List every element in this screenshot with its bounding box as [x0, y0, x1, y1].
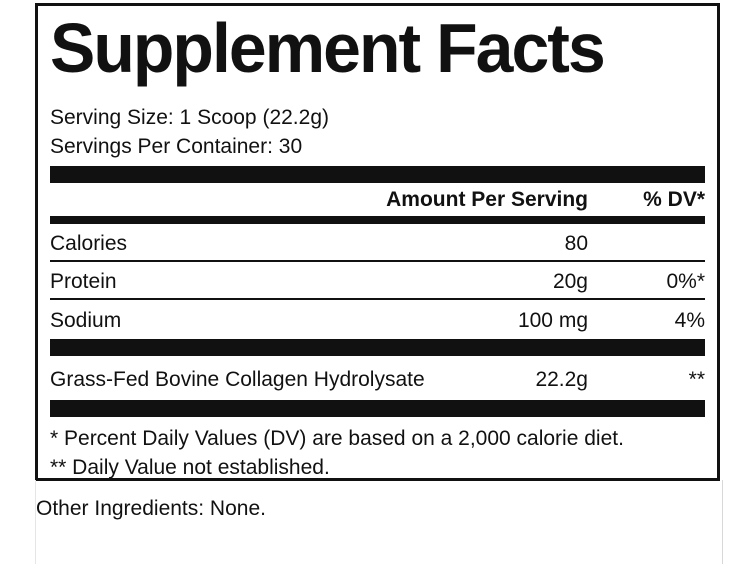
thick-divider	[50, 339, 705, 356]
row-collagen-amount: 22.2g	[535, 368, 588, 391]
servings-per-container: Servings Per Container: 30	[50, 135, 303, 158]
row-collagen-name: Grass-Fed Bovine Collagen Hydrolysate	[50, 368, 425, 391]
amount-per-serving-header: Amount Per Serving	[386, 188, 588, 211]
row-collagen-dv: **	[688, 368, 705, 391]
medium-divider	[50, 216, 705, 224]
row-calories-amount: 80	[564, 232, 588, 255]
thick-divider	[50, 400, 705, 417]
row-sodium-name: Sodium	[50, 309, 122, 332]
row-protein-dv: 0%*	[666, 270, 705, 293]
footnote-daily-values: * Percent Daily Values (DV) are based on a 2,000 calorie diet.	[50, 427, 624, 450]
row-sodium-dv: 4%	[674, 309, 705, 332]
thick-divider	[50, 166, 705, 183]
page-edge-line	[722, 480, 723, 564]
row-protein-name: Protein	[50, 270, 117, 293]
row-divider	[50, 298, 705, 300]
page-edge-line	[35, 480, 36, 564]
daily-value-header: % DV*	[643, 188, 705, 211]
other-ingredients: Other Ingredients: None.	[36, 497, 266, 520]
panel-title: Supplement Facts	[50, 9, 604, 87]
supplement-facts-panel	[35, 3, 720, 481]
row-divider	[50, 260, 705, 262]
row-protein-amount: 20g	[552, 270, 588, 293]
row-calories-name: Calories	[50, 232, 128, 255]
serving-size: Serving Size: 1 Scoop (22.2g)	[50, 106, 329, 129]
footnote-not-established: ** Daily Value not established.	[50, 456, 330, 479]
row-sodium-amount: 100 mg	[517, 309, 588, 332]
